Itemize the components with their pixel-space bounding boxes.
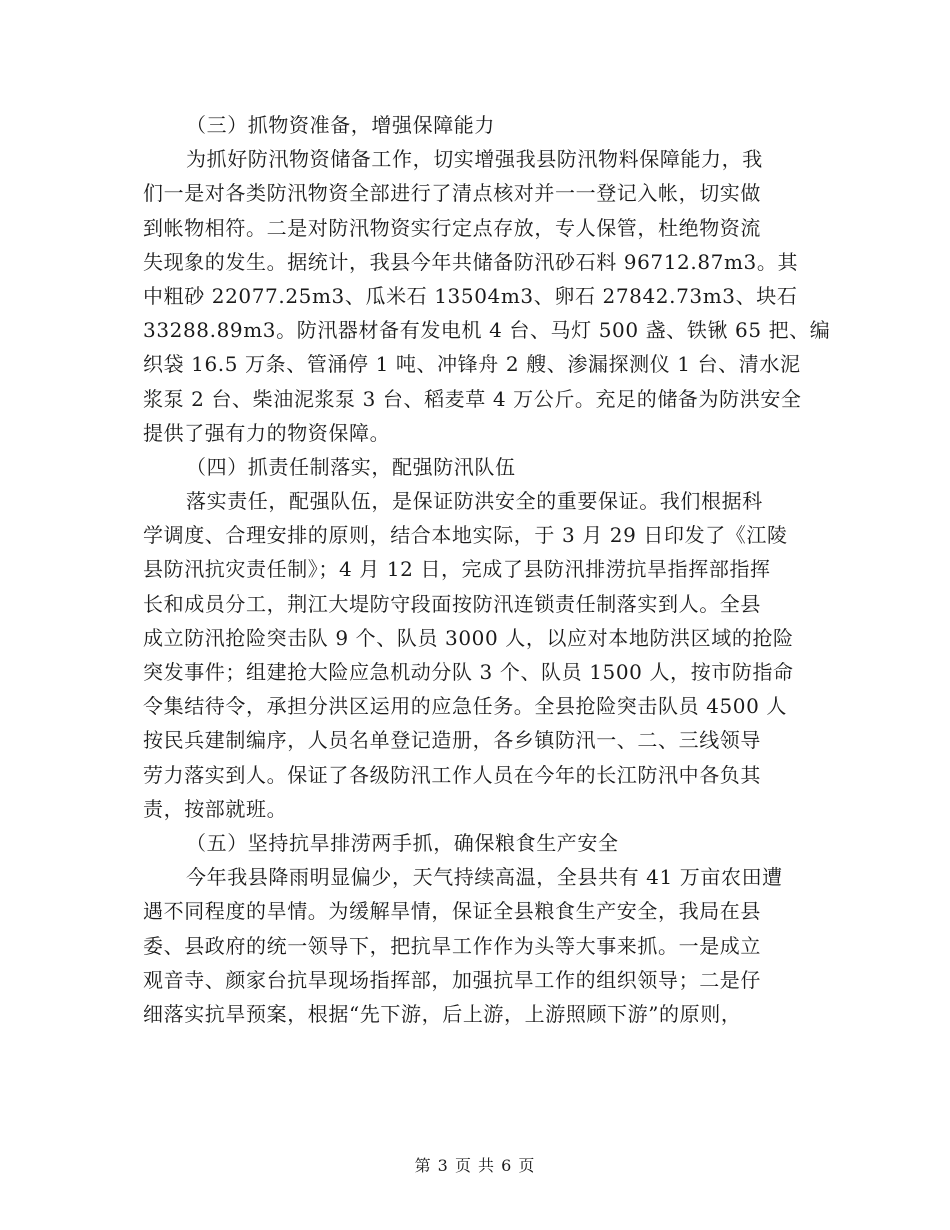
paragraph-line: 细落实抗旱预案，根据“先下游，后上游，上游照顾下游”的原则，: [143, 1001, 742, 1026]
section-heading: （四）抓责任制落实，配强防汛队伍: [186, 454, 516, 479]
paragraph-line: 落实责任，配强队伍，是保证防洪安全的重要保证。我们根据科: [186, 489, 763, 514]
paragraph-line: 们一是对各类防汛物资全部进行了清点核对并一一登记入帐，切实做: [143, 181, 761, 206]
paragraph-line: 学调度、合理安排的原则，结合本地实际，于 3 月 29 日印发了《江陵: [143, 523, 788, 548]
paragraph-line: 今年我县降雨明显偏少，天气持续高温，全县共有 41 万亩农田遭: [186, 865, 783, 890]
paragraph-line: 33288.89m3。防汛器材备有发电机 4 台、马灯 500 盏、铁锹 65 把、编: [143, 318, 831, 343]
paragraph-line: 委、县政府的统一领导下，把抗旱工作作为头等大事来抓。一是成立: [143, 933, 761, 958]
paragraph-line: 按民兵建制编序，人员名单登记造册，各乡镇防汛一、二、三线领导: [143, 728, 761, 753]
document-body: [143, 108, 831, 1031]
paragraph-line: 为抓好防汛物资储备工作，切实增强我县防汛物料保障能力，我: [186, 147, 763, 172]
page-number-footer: 第 3 页 共 6 页: [414, 1156, 536, 1175]
paragraph-line: 遇不同程度的旱情。为缓解旱情，保证全县粮食生产安全，我局在县: [143, 899, 761, 924]
paragraph-line: 提供了强有力的物资保障。: [143, 420, 391, 445]
paragraph-line: 长和成员分工，荆江大堤防守段面按防汛连锁责任制落实到人。全县: [143, 591, 761, 616]
paragraph-line: 到帐物相符。二是对防汛物资实行定点存放，专人保管，杜绝物资流: [143, 215, 761, 240]
paragraph-line: 责，按部就班。: [143, 796, 288, 821]
paragraph-line: 突发事件；组建抢大险应急机动分队 3 个、队员 1500 人，按市防指命: [143, 660, 794, 684]
paragraph-line: 劳力落实到人。保证了各级防汛工作人员在今年的长江防汛中各负其: [143, 762, 761, 787]
paragraph-line: 中粗砂 22077.25m3、瓜米石 13504m3、卵石 27842.73m3、块石: [143, 283, 798, 308]
paragraph-line: 成立防汛抢险突击队 9 个、队员 3000 人，以应对本地防洪区域的抢险: [143, 625, 794, 650]
paragraph-line: 失现象的发生。据统计，我县今年共储备防汛砂石料 96712.87m3。其: [143, 249, 799, 274]
section-heading: （五）坚持抗旱排涝两手抓，确保粮食生产安全: [186, 830, 619, 855]
paragraph-line: 县防汛抗灾责任制》；4 月 12 日，完成了县防汛排涝抗旱指挥部指挥: [143, 557, 771, 582]
paragraph-line: 令集结待令，承担分洪区运用的应急任务。全县抢险突击队员 4500 人: [143, 694, 788, 719]
paragraph-line: 浆泵 2 台、柴油泥浆泵 3 台、稻麦草 4 万公斤。充足的储备为防洪安全: [143, 386, 802, 411]
section-heading: （三）抓物资准备，增强保障能力: [186, 113, 495, 137]
paragraph-line: 织袋 16.5 万条、管涌停 1 吨、冲锋舟 2 艘、渗漏探测仪 1 台、清水泥: [143, 352, 801, 377]
paragraph-line: 观音寺、颜家台抗旱现场指挥部，加强抗旱工作的组织领导；二是仔: [143, 967, 761, 992]
